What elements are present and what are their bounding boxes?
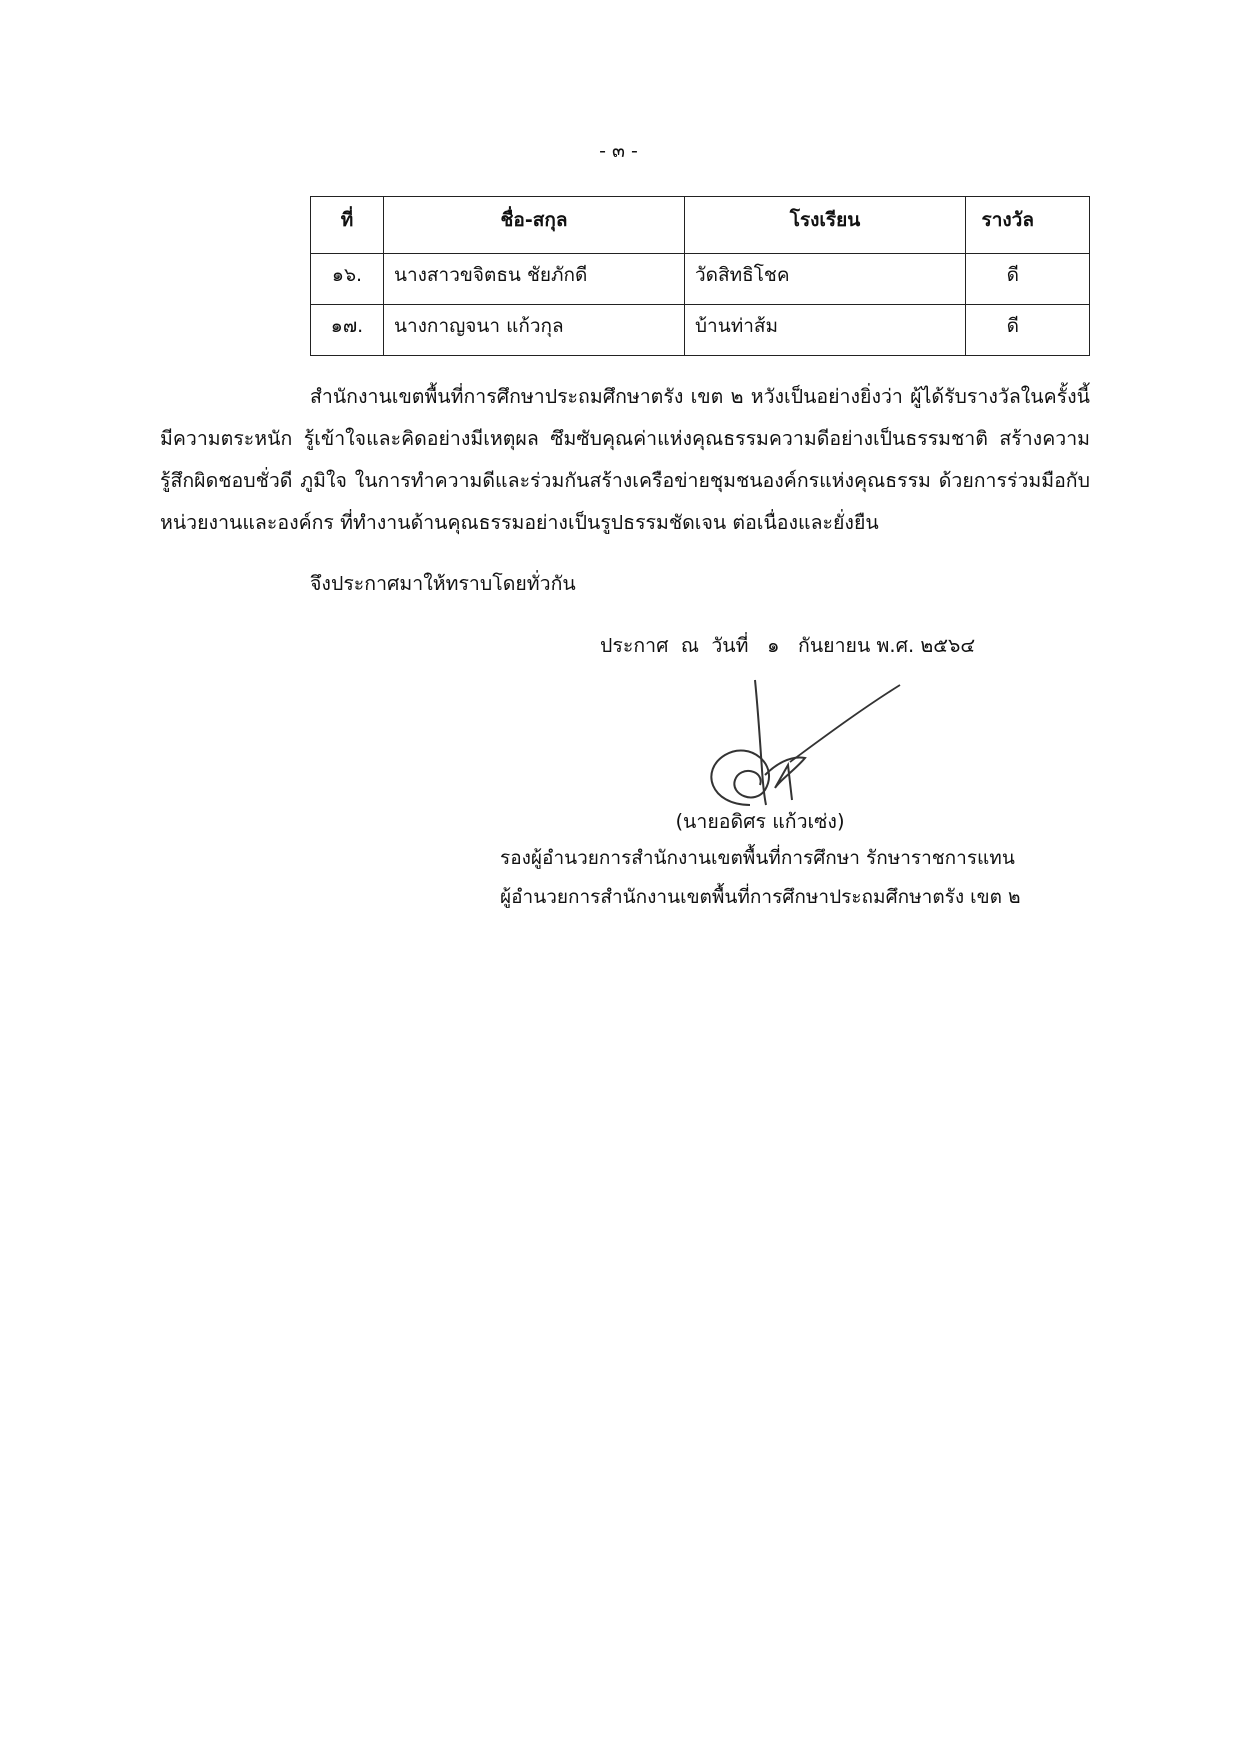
row-award: ดี — [966, 254, 1090, 305]
header-award: รางวัล — [966, 197, 1090, 254]
table-header-row — [311, 197, 1090, 254]
signer-position-line1: รองผู้อำนวยการสำนักงานเขตพื้นที่การศึกษา รักษาราชการแทน — [500, 847, 1015, 869]
signer-name: (นายอดิศร แก้วเซ่ง) — [675, 810, 845, 833]
row-school: วัดสิทธิโชค — [685, 254, 966, 305]
page-number: - ๓ - — [599, 140, 638, 162]
row-no: ๑๖. — [311, 254, 384, 305]
body-paragraph: สำนักงานเขตพื้นที่การศึกษาประถมศึกษาตรัง เขต ๒ หวังเป็นอย่างยิ่งว่า ผู้ได้รับรางวัลในครั้งนี้ มีความตระหนัก รู้เข้าใจและคิดอย่างมีเหตุผล ซึมซับคุณค่าแห่งคุณธรรมความดีอย่างเป็นธรรมชาติ สร้างความรู้สึกผิดชอบชั่วดี ภูมิใจ ในการทำความดีและร่วมกันสร้างเครือข่ายชุมชนองค์กรแห่งคุณธรรม ด้วยการร่วมมือกับหน่วยงานและองค์กร ที่ทำงานด้านคุณธรรมอย่างเป็นรูปธรรมชัดเจน ต่อเนื่องและยั่งยืน — [160, 385, 1090, 534]
row-no: ๑๗. — [311, 305, 384, 356]
row-name: นางสาวขจิตธน ชัยภักดี — [384, 254, 685, 305]
header-no: ที่ — [311, 197, 384, 254]
table-row — [311, 254, 1090, 305]
header-school: โรงเรียน — [685, 197, 966, 254]
row-name: นางกาญจนา แก้วกุล — [384, 305, 685, 356]
row-award: ดี — [966, 305, 1090, 356]
header-name: ชื่อ-สกุล — [384, 197, 685, 254]
announcement-line: จึงประกาศมาให้ทราบโดยทั่วกัน — [310, 572, 576, 595]
handwritten-signature — [680, 670, 910, 810]
announcement-date: ประกาศ ณ วันที่ ๑ กันยายน พ.ศ. ๒๕๖๔ — [600, 634, 976, 657]
signer-position-line2: ผู้อำนวยการสำนักงานเขตพื้นที่การศึกษาประถมศึกษาตรัง เขต ๒ — [500, 886, 1021, 908]
table-row — [311, 305, 1090, 356]
row-school: บ้านท่าส้ม — [685, 305, 966, 356]
award-table — [310, 196, 1090, 356]
